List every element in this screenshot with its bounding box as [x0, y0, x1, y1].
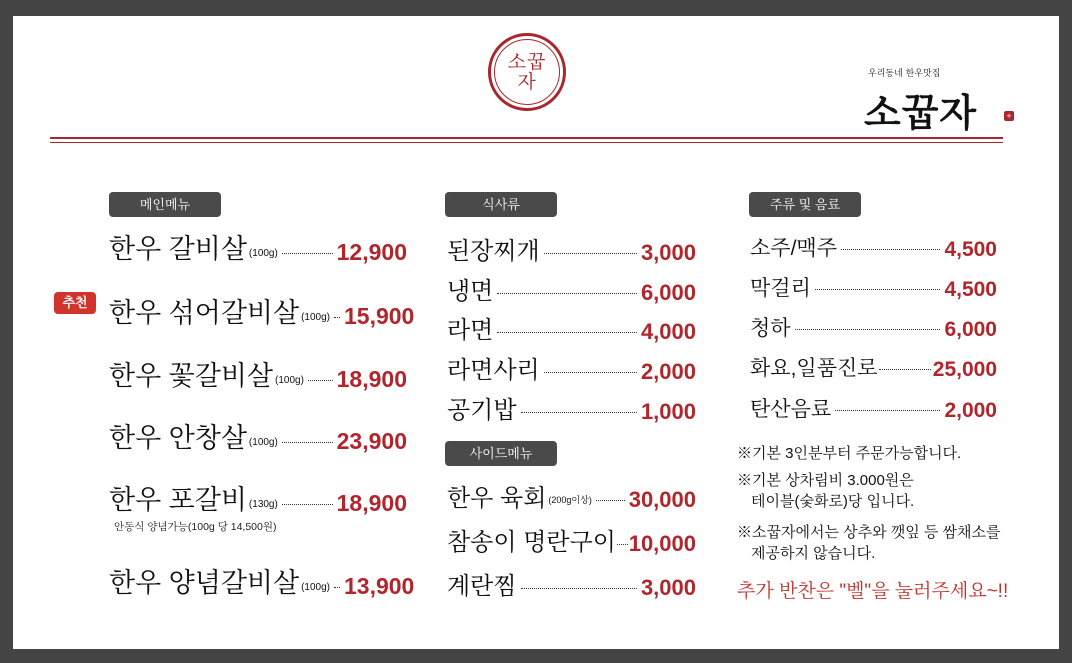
brand-subtitle: 우리동네 한우맛집: [868, 69, 941, 79]
dot-leader: [617, 544, 628, 545]
menu-item-price: 18,900: [336, 490, 407, 516]
dot-leader: [308, 380, 333, 381]
menu-item-price: 13,900: [343, 573, 415, 599]
recommend-badge: 추천: [54, 292, 96, 314]
menu-item-name: 라면: [447, 317, 494, 344]
menu-item-name: 공기밥: [447, 397, 517, 424]
dot-leader: [795, 329, 941, 330]
menu-item: [447, 351, 696, 385]
menu-item: [750, 389, 997, 423]
dot-leader: [596, 500, 625, 501]
dot-leader: [334, 317, 340, 318]
menu-item-price: 3,000: [640, 575, 696, 600]
menu-item-size: (100g): [301, 312, 330, 323]
menu-item: [447, 567, 696, 601]
menu-item-name: 한우 양념갈비살: [109, 568, 300, 598]
brand-name: 소꿉자: [864, 90, 978, 135]
menu-item-size: (100g): [275, 375, 304, 386]
section-meals: 식사류: [445, 192, 557, 217]
menu-item-price: 10,000: [628, 531, 696, 556]
menu-item-name: 한우 섞어갈비살: [109, 298, 300, 328]
marinade-note: 안동식 양념가능(100g 당 14,500원): [114, 521, 277, 533]
seal-logo: [488, 33, 566, 111]
brand-stamp-icon: +: [1004, 111, 1014, 121]
dot-leader: [521, 412, 637, 413]
menu-item-price: 12,900: [336, 239, 407, 265]
menu-item: [109, 421, 407, 455]
menu-item-name: 한우 육회: [447, 485, 547, 512]
menu-item-price: 6,000: [640, 280, 696, 305]
menu-item-price: 4,500: [944, 278, 997, 301]
menu-item-size: (200g이상): [548, 495, 592, 505]
menu-item-name: 소주/맥주: [750, 237, 837, 260]
section-side-menu: 사이드메뉴: [445, 441, 557, 466]
notice-line: ※소꿉자에서는 상추와 깻잎 등 쌈채소를: [737, 524, 1001, 541]
dot-leader: [544, 372, 637, 373]
notice-bell: 추가 반찬은 "벨"을 눌러주세요~!!: [737, 581, 1009, 602]
notice-line: 제공하지 않습니다.: [751, 545, 876, 562]
menu-item-price: 4,000: [640, 319, 696, 344]
menu-item-price: 23,900: [336, 428, 407, 454]
menu-item: [447, 232, 696, 266]
notice-table-charge: [737, 470, 914, 512]
menu-item-size: (130g): [248, 499, 278, 510]
menu-item: [750, 308, 997, 342]
menu-item: [750, 348, 997, 382]
dot-leader: [521, 588, 637, 589]
menu-item-name: 막걸리: [750, 277, 811, 300]
menu-item-name: 화요,일품진로: [750, 357, 878, 380]
menu-item-name: 계란찜: [447, 573, 517, 600]
menu-item: [109, 566, 415, 600]
menu-item-name: 한우 갈비살: [109, 234, 247, 264]
notice-no-vegetables: [737, 522, 1001, 564]
menu-item-name: 한우 안창살: [109, 423, 247, 453]
menu-item-price: 30,000: [628, 487, 696, 512]
header-rule: [50, 137, 1003, 139]
menu-item-size: (100g): [248, 437, 278, 448]
menu-item-price: 6,000: [944, 318, 997, 341]
dot-leader: [841, 249, 940, 250]
menu-item: [109, 359, 407, 393]
section-main-menu: 메인메뉴: [109, 192, 221, 217]
menu-item-price: 1,000: [640, 399, 696, 424]
menu-item-name: 한우 포갈비: [109, 485, 247, 515]
menu-item: [447, 272, 696, 306]
menu-item: [109, 296, 415, 330]
menu-item-price: 18,900: [336, 366, 407, 392]
menu-item-name: 냉면: [447, 278, 494, 305]
menu-item: [447, 391, 696, 425]
dot-leader: [497, 293, 637, 294]
menu-item-name: 한우 꽃갈비살: [109, 361, 273, 391]
notice-minimum-order: ※기본 3인분부터 주문가능합니다.: [737, 445, 962, 462]
menu-item-price: 15,900: [343, 303, 415, 329]
menu-item: [447, 523, 696, 557]
menu-item-name: 탄산음료: [750, 398, 832, 421]
menu-item-size: (100g): [301, 582, 330, 593]
menu-item-price: 3,000: [640, 240, 696, 265]
notice-line: ※기본 상차림비 3.000원은: [737, 472, 914, 489]
menu-item: [750, 228, 997, 262]
menu-item: [447, 311, 696, 345]
header-rule-thin: [50, 142, 1003, 143]
menu-item-price: 25,000: [932, 358, 997, 381]
menu-item: [109, 483, 407, 517]
dot-leader: [835, 410, 940, 411]
dot-leader: [282, 442, 333, 443]
notice-line: 테이블(숯화로)당 입니다.: [751, 493, 915, 510]
dot-leader: [334, 587, 340, 588]
menu-item-price: 2,000: [944, 399, 997, 422]
dot-leader: [282, 253, 333, 254]
dot-leader: [497, 332, 637, 333]
dot-leader: [544, 253, 637, 254]
menu-item-size: (100g): [248, 248, 278, 259]
menu-item: [447, 479, 696, 513]
dot-leader: [815, 289, 941, 290]
menu-item-name: 참송이 명란구이: [447, 529, 616, 556]
menu-item-price: 4,500: [944, 238, 997, 261]
menu-item-name: 된장찌개: [447, 238, 540, 265]
menu-item: [109, 232, 407, 266]
section-drinks: 주류 및 음료: [749, 192, 861, 217]
menu-item-name: 청하: [750, 317, 791, 340]
menu-item-name: 라면사리: [447, 357, 540, 384]
dot-leader: [282, 504, 333, 505]
dot-leader: [879, 369, 931, 370]
seal-logo-text: 소꿉 자: [507, 51, 547, 93]
menu-item: [750, 268, 997, 302]
menu-item-price: 2,000: [640, 359, 696, 384]
